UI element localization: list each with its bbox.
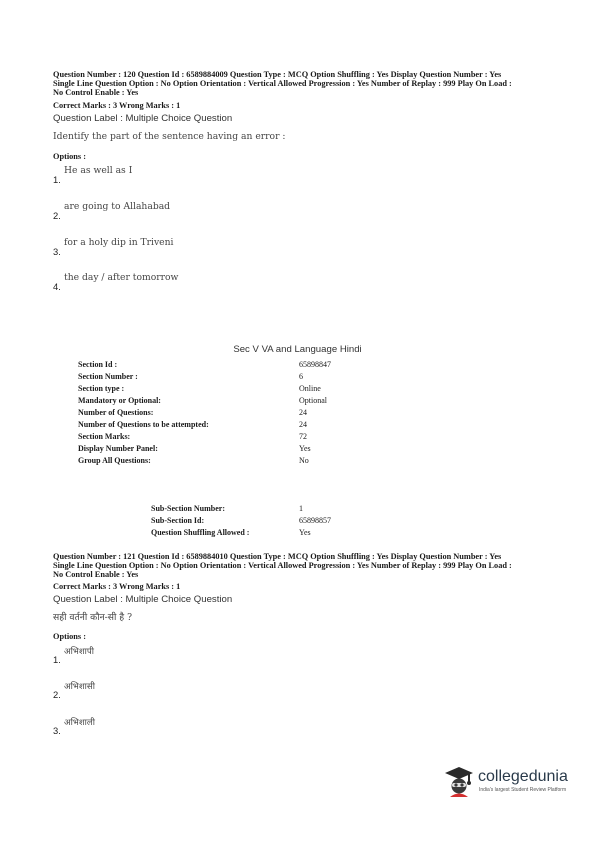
logo-tagline: India's largest Student Review Platform [479, 787, 567, 793]
logo-wordmark: collegedunia [478, 768, 568, 785]
option-text: अभिशाली [64, 718, 95, 728]
section-key: Section Marks: [78, 432, 131, 441]
q120-marks: Correct Marks : 3 Wrong Marks : 1 [53, 101, 181, 110]
option-number: 1. [53, 654, 61, 665]
section-key: Mandatory or Optional: [78, 396, 161, 405]
section-key: Number of Questions: [78, 408, 154, 417]
option-number: 2. [53, 210, 61, 221]
subsection-key: Sub-Section Id: [151, 516, 205, 525]
subsection-value: 65898857 [299, 516, 331, 525]
q120-question-text: Identify the part of the sentence having an error : [53, 131, 286, 142]
section-value: 65898847 [299, 360, 331, 369]
section-value: 6 [299, 372, 303, 381]
table-row [78, 419, 331, 431]
q121-meta-line3: No Control Enable : Yes [53, 570, 139, 579]
option-text: are going to Allahabad [64, 201, 171, 212]
table-row [78, 407, 331, 419]
q121-meta-line1: Question Number : 121 Question Id : 6589884010 Question Type : MCQ Option Shuffling : Yes Display Question Number : Yes [53, 552, 502, 561]
section-key: Display Number Panel: [78, 444, 158, 453]
table-row [78, 383, 331, 395]
section-value: 24 [299, 420, 307, 429]
q120-question-label: Question Label : Multiple Choice Question [53, 113, 233, 124]
option-number: 2. [53, 689, 61, 700]
q120-options-heading: Options : [53, 152, 86, 161]
option-text: the day / after tomorrow [64, 272, 179, 283]
section-value: Online [299, 384, 321, 393]
table-row [78, 443, 331, 455]
subsection-value: 1 [299, 504, 303, 513]
option-number: 4. [53, 281, 61, 292]
option-number: 1. [53, 174, 61, 185]
table-row [78, 371, 331, 383]
section-value: Optional [299, 396, 327, 405]
section-value: No [299, 456, 309, 465]
q121-meta-line2: Single Line Question Option : No Option Orientation : Vertical Allowed Progression : Yes Number of Replay : 999 Play On Load : [53, 561, 512, 570]
section-key: Section type : [78, 384, 125, 393]
table-row [151, 527, 331, 539]
table-row [78, 395, 331, 407]
table-row [151, 515, 331, 527]
section-title: Sec V VA and Language Hindi [233, 344, 362, 355]
subsection-value: Yes [299, 528, 311, 537]
option-text: अभिशापी [64, 647, 95, 657]
table-row [78, 431, 331, 443]
q121-question-label: Question Label : Multiple Choice Question [53, 594, 233, 605]
subsection-info-table [151, 503, 331, 539]
subsection-key: Question Shuffling Allowed : [151, 528, 250, 537]
table-row [78, 359, 331, 371]
graduate-cap-icon [442, 763, 476, 799]
q120-meta-line1: Question Number : 120 Question Id : 6589884009 Question Type : MCQ Option Shuffling : Yes Display Question Number : Yes [53, 70, 502, 79]
q121-question-text: सही वर्तनी कौन-सी है ? [53, 612, 133, 623]
option-text: He as well as I [64, 165, 133, 176]
q121-marks: Correct Marks : 3 Wrong Marks : 1 [53, 582, 181, 591]
collegedunia-logo [442, 759, 568, 803]
q121-options-heading: Options : [53, 632, 86, 641]
option-number: 3. [53, 246, 61, 257]
option-text: for a holy dip in Triveni [64, 237, 174, 248]
table-row [78, 455, 331, 467]
section-key: Section Number : [78, 372, 138, 381]
section-key: Number of Questions to be attempted: [78, 420, 209, 429]
section-value: 72 [299, 432, 307, 441]
section-value: Yes [299, 444, 311, 453]
section-info-table [78, 359, 331, 467]
q120-meta-line2: Single Line Question Option : No Option Orientation : Vertical Allowed Progression : Yes Number of Replay : 999 Play On Load : [53, 79, 512, 88]
subsection-key: Sub-Section Number: [151, 504, 226, 513]
option-text: अभिशासी [64, 682, 95, 692]
option-number: 3. [53, 725, 61, 736]
table-row [151, 503, 331, 515]
section-value: 24 [299, 408, 307, 417]
q120-meta-line3: No Control Enable : Yes [53, 88, 139, 97]
section-key: Section Id : [78, 360, 118, 369]
section-key: Group All Questions: [78, 456, 151, 465]
